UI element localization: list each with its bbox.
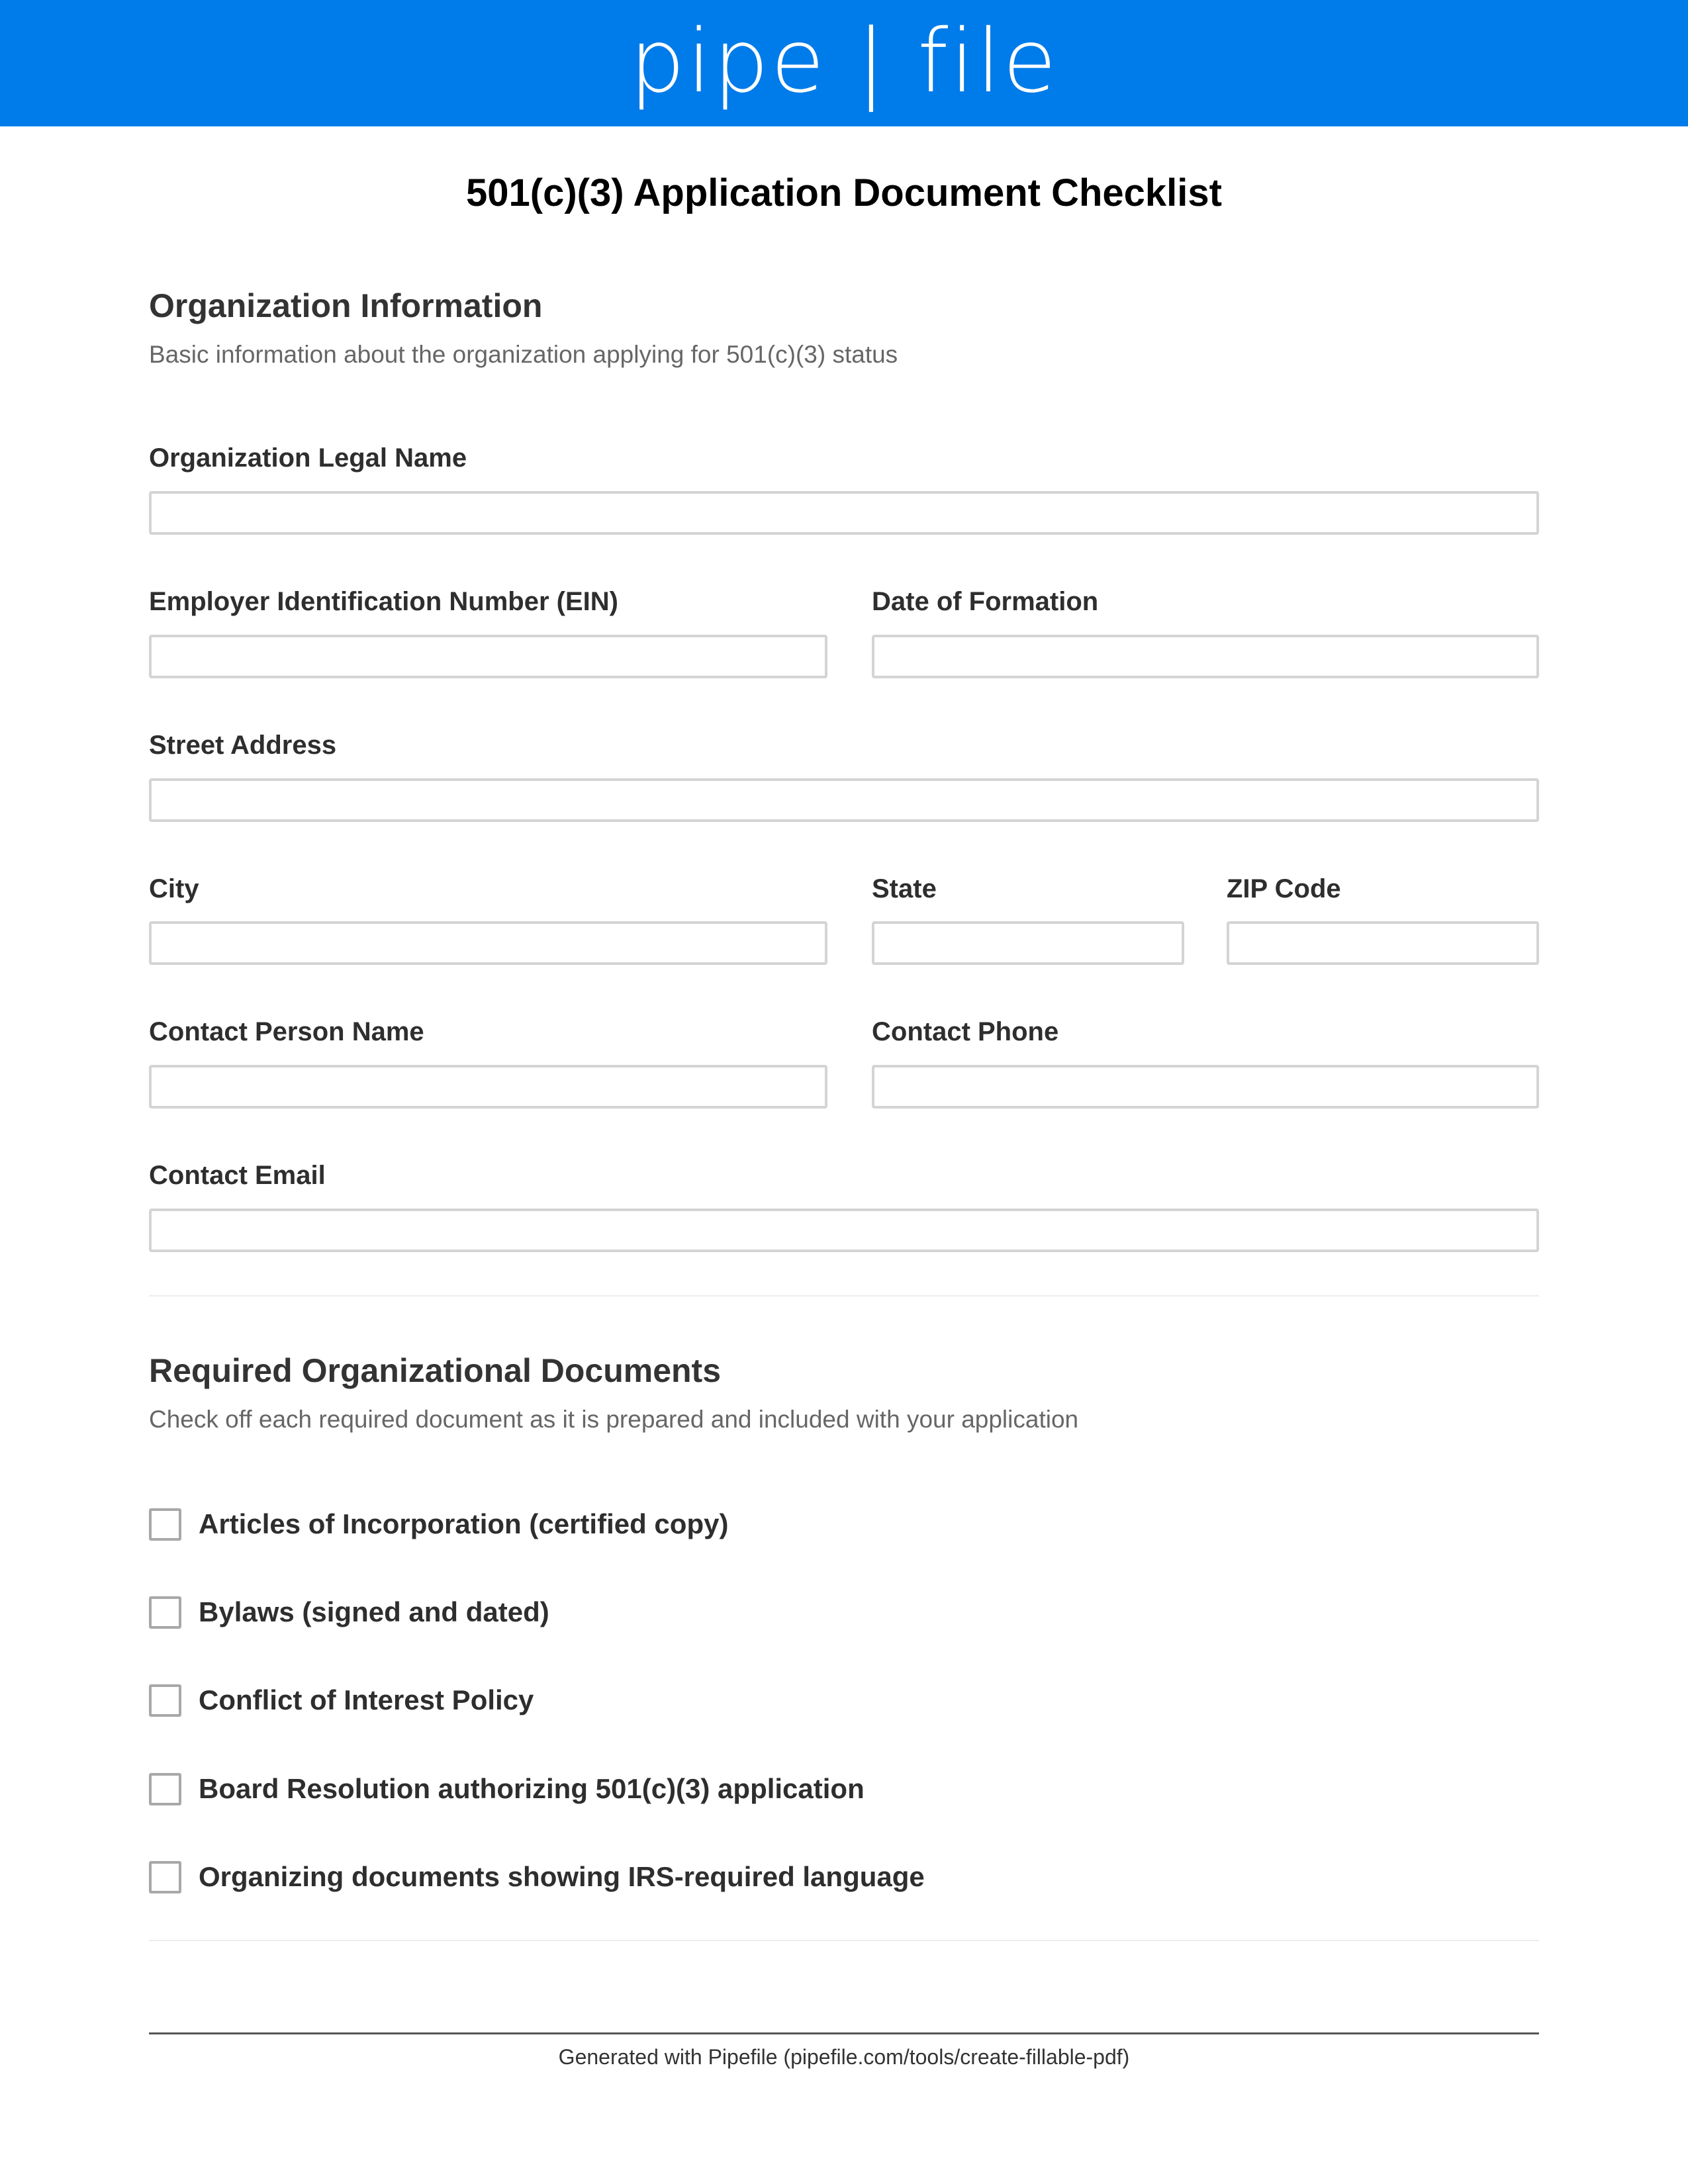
footer-rule	[149, 2032, 1539, 2034]
checklist-item	[149, 1858, 925, 1895]
city-field[interactable]	[149, 921, 827, 965]
checklist-item	[149, 1770, 865, 1807]
document-title: 501(c)(3) Application Document Checklist	[466, 171, 1222, 214]
section-description-organization: Basic information about the organization applying for 501(c)(3) status	[149, 341, 898, 368]
checkbox-bylaws[interactable]	[149, 1596, 181, 1629]
street-address-field[interactable]	[149, 778, 1539, 822]
organization-legal-name-field[interactable]	[149, 491, 1539, 535]
checklist-item	[149, 1594, 549, 1631]
label-organization-legal-name: Organization Legal Name	[149, 443, 467, 473]
label-city: City	[149, 874, 199, 903]
label-state: State	[872, 874, 937, 903]
contact-person-name-field[interactable]	[149, 1065, 827, 1109]
checklist-item-label: Articles of Incorporation (certified copy)	[199, 1508, 729, 1539]
label-ein: Employer Identification Number (EIN)	[149, 587, 618, 616]
ein-field[interactable]	[149, 635, 827, 678]
section-title-documents: Required Organizational Documents	[149, 1352, 722, 1389]
contact-email-field[interactable]	[149, 1208, 1539, 1252]
section-divider	[149, 1295, 1539, 1297]
date-of-formation-field[interactable]	[872, 635, 1539, 678]
footer-text: Generated with Pipefile (pipefile.com/tools/create-fillable-pdf)	[558, 2045, 1130, 2069]
checklist-item-label: Board Resolution authorizing 501(c)(3) application	[199, 1773, 865, 1804]
checklist-item-label: Organizing documents showing IRS-required language	[199, 1861, 925, 1892]
label-contact-email: Contact Email	[149, 1161, 326, 1190]
checkbox-conflict-of-interest-policy[interactable]	[149, 1684, 181, 1717]
label-contact-phone: Contact Phone	[872, 1017, 1059, 1046]
section-description-documents: Check off each required document as it is prepared and included with your application	[149, 1406, 1079, 1433]
label-street-address: Street Address	[149, 731, 337, 760]
checklist-item	[149, 1682, 534, 1719]
checkbox-articles-of-incorporation[interactable]	[149, 1508, 181, 1541]
checklist-item	[149, 1506, 728, 1543]
checklist-item-label: Conflict of Interest Policy	[199, 1684, 534, 1715]
header-bar	[0, 0, 1688, 126]
state-field[interactable]	[872, 921, 1184, 965]
label-zip-code: ZIP Code	[1227, 874, 1341, 903]
label-date-of-formation: Date of Formation	[872, 587, 1099, 616]
contact-phone-field[interactable]	[872, 1065, 1539, 1109]
pipefile-logo: pipe | file	[630, 10, 1058, 113]
label-contact-person-name: Contact Person Name	[149, 1017, 424, 1046]
zip-code-field[interactable]	[1227, 921, 1539, 965]
checkbox-board-resolution[interactable]	[149, 1773, 181, 1805]
section-title-organization: Organization Information	[149, 287, 543, 324]
checkbox-organizing-documents[interactable]	[149, 1861, 181, 1893]
section-divider	[149, 1940, 1539, 1941]
checklist-item-label: Bylaws (signed and dated)	[199, 1596, 549, 1627]
